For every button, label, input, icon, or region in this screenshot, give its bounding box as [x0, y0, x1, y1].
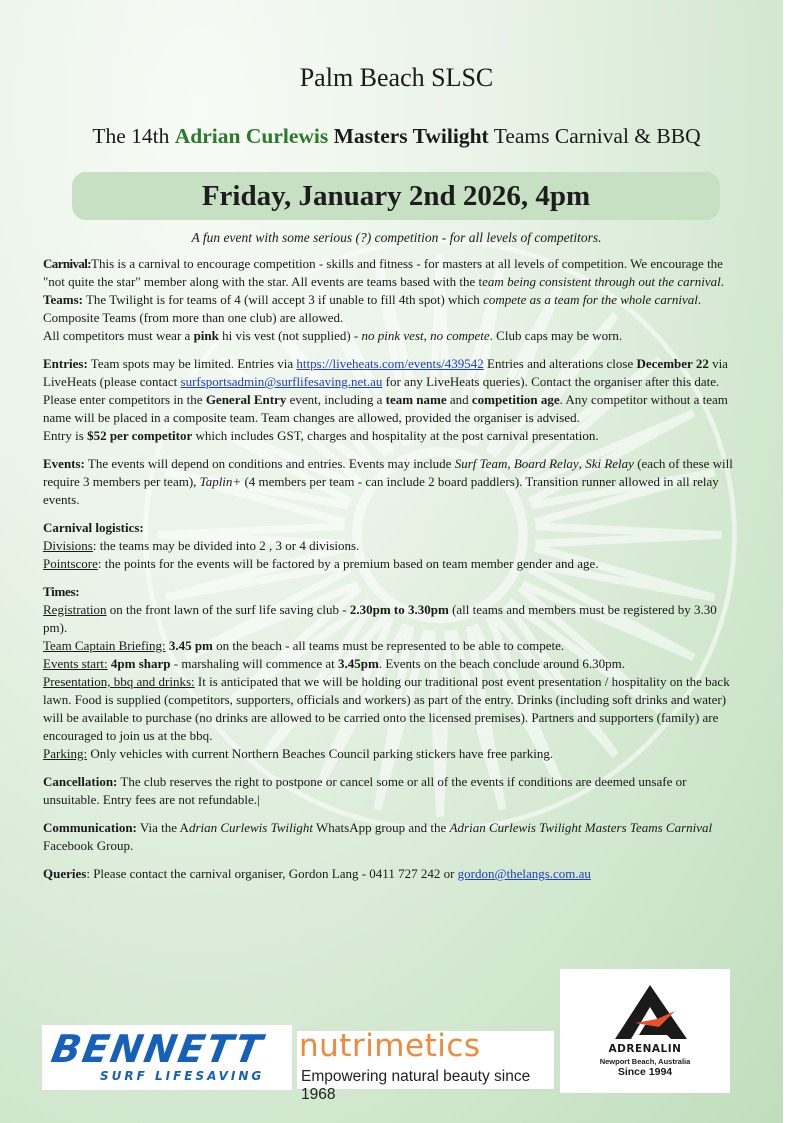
adrenalin-since: Since 1994 [617, 1066, 673, 1078]
adrenalin-a-icon [605, 983, 695, 1043]
marshal-time: 3.45pm [338, 656, 379, 671]
event-board-relay: Board Relay [513, 456, 579, 471]
vest-text: All competitors must wear a [43, 328, 194, 343]
whatsapp-group: drian Curlewis Twilight [188, 820, 313, 835]
entries-text7: . Any competitor without a team name will be placed in a composite team. Team changes are allowed, provided the organiser is advised. [43, 392, 728, 425]
events-section [43, 455, 743, 509]
events-text: The events will depend on conditions and entries. Events may include [87, 456, 455, 471]
competition-age-term: competition age [471, 392, 560, 407]
briefing-label: Team Captain Briefing: [43, 638, 166, 653]
communication-text3: Facebook Group. [43, 838, 134, 853]
pointscore-label: Pointscore [43, 556, 98, 571]
communication-section [43, 819, 743, 855]
cancellation-section [43, 773, 743, 809]
registration-text: on the front lawn of the surf life saving club - [106, 602, 350, 617]
events-text3: (4 members per team - can include 2 board paddlers). Transition runner allowed in all relay events. [43, 474, 719, 507]
event-subtitle [0, 124, 793, 149]
bennett-subtitle: SURF LIFESAVING [100, 1069, 265, 1083]
entries-text5: event, including a [286, 392, 386, 407]
liveheats-link[interactable]: https://liveheats.com/events/439542 [296, 356, 484, 371]
entries-text3: via LiveHeats (please contact [43, 356, 728, 389]
pointscore-text: : the points for the events will be factored by a premium based on team member gender and age. [97, 556, 599, 571]
adrenalin-wordmark: ADRENALIN [608, 1043, 682, 1055]
times-label: Times: [43, 584, 80, 599]
communication-text2: WhatsApp group and the [312, 820, 450, 835]
briefing-text: on the beach - all teams must be represented to be able to compete. [212, 638, 565, 653]
communication-label: Communication: [43, 820, 137, 835]
times-section [43, 583, 743, 763]
teams-text2: . Composite Teams (from more than one club) are allowed. [43, 292, 702, 325]
entries-text2: Entries and alterations close [483, 356, 637, 371]
carnival-italic: eam being consistent through out the carnival [482, 274, 721, 289]
entries-text: Team spots may be limited. Entries via [90, 356, 297, 371]
carnival-end: . [720, 274, 724, 289]
event-ski-relay: Ski Relay [585, 456, 634, 471]
admin-email-link[interactable]: surfsportsadmin@surflifesaving.net.au [180, 374, 383, 389]
carnival-teams-section [43, 255, 743, 345]
teams-italic: compete as a team for the whole carnival [483, 292, 698, 307]
entries-section [43, 355, 743, 445]
date-banner: Friday, January 2nd 2026, 4pm [72, 172, 720, 220]
event-surf-team: Surf Team [454, 456, 508, 471]
parking-text: Only vehicles with current Northern Beaches Council parking stickers have free parking. [87, 746, 554, 761]
registration-label: Registration [43, 602, 107, 617]
events-start-time: 4pm sharp [107, 656, 171, 671]
events-start-label: Events start: [43, 656, 108, 671]
adrenalin-logo [560, 969, 730, 1093]
sponsor-logos [0, 965, 793, 1105]
parking-label: Parking: [43, 746, 88, 761]
teams-label: Teams: [43, 292, 83, 307]
events-sep2: , [578, 456, 586, 471]
subtitle-suffix: Teams Carnival & BBQ [493, 124, 701, 148]
queries-text: : Please contact the carnival organiser, Gordon Lang - 0411 727 242 or [86, 866, 458, 881]
events-sep1: , [507, 456, 514, 471]
communication-text: Via the A [136, 820, 189, 835]
nutrimetics-wordmark: nutrimetics [299, 1028, 481, 1064]
nutrimetics-logo [297, 1028, 554, 1103]
entry-price: $52 per competitor [87, 428, 193, 443]
carnival-text: This is a carnival to encourage competition - skills and fitness - for masters at all levels of competition. We encourage the "not quite the star" member along with the star. All events are teams based with the t [43, 256, 723, 289]
entries-text9: which includes GST, charges and hospitality at the post carnival presentation. [192, 428, 599, 443]
club-title: Palm Beach SLSC [299, 63, 494, 92]
logistics-section [43, 519, 743, 573]
entries-text8: Entry is [43, 428, 88, 443]
briefing-time: 3.45 pm [165, 638, 213, 653]
subtitle-prefix: The 14th [92, 124, 170, 148]
events-start-text: - marshaling will commence at [170, 656, 339, 671]
queries-section [43, 865, 743, 883]
event-taplin: Taplin+ [199, 474, 242, 489]
presentation-label: Presentation, bbq and drinks: [43, 674, 195, 689]
details-body [43, 255, 743, 893]
cancellation-label: Cancellation: [43, 774, 118, 789]
nutrimetics-slogan: Empowering natural beauty since 1968 [301, 1068, 531, 1103]
logistics-label: Carnival logistics: [43, 520, 144, 535]
bennett-logo [42, 1025, 292, 1090]
vest-italic: no pink vest, no compete [361, 328, 490, 343]
presentation-text: It is anticipated that we will be holding our traditional post event presentation / hospitality on the back lawn. Food is supplied (competitors, supporters, officials and workers) as part of the entry. Drinks (including soft drinks and water) will be available to purchase (no drinks are allowed to be carried onto the licensed premises). Partners and supporters (family) are encouraged to join us at the bbq. [43, 674, 730, 743]
tagline: A fun event with some serious (?) competition - for all levels of competitors. [191, 230, 602, 245]
page-edge [783, 0, 793, 1123]
facebook-group: Adrian Curlewis Twilight Masters Teams Carnival [449, 820, 713, 835]
bennett-wordmark: BENNETT [48, 1027, 268, 1071]
entries-label: Entries: [43, 356, 88, 371]
organiser-email-link[interactable]: gordon@thelangs.com.au [457, 866, 591, 881]
subtitle-name: Adrian Curlewis [174, 124, 329, 148]
subtitle-bold: Masters Twilight [333, 124, 489, 148]
divisions-text: : the teams may be divided into 2 , 3 or 4 divisions. [92, 538, 360, 553]
queries-label: Queries [43, 866, 87, 881]
entries-text4: for any LiveHeats queries). Contact the organiser after this date. Please enter competitors in the [43, 374, 720, 407]
events-text2: (each of these will require 3 members per team), [43, 456, 733, 489]
vest-text-b: hi vis vest (not supplied) - [218, 328, 362, 343]
team-name-term: team name [385, 392, 447, 407]
entries-deadline: December 22 [636, 356, 709, 371]
registration-time: 2.30pm to 3.30pm [349, 602, 449, 617]
cancellation-text: The club reserves the right to postpone or cancel some or all of the events if conditions are deemed unsafe or unsuitable. Entry fees are not refundable.| [43, 774, 687, 807]
entries-text6: and [446, 392, 472, 407]
registration-text2: (all teams and members must be registered by 3.30 pm). [43, 602, 717, 635]
events-label: Events: [43, 456, 85, 471]
vest-text-c: . Club caps may be worn. [489, 328, 623, 343]
divisions-label: Divisions [43, 538, 93, 553]
teams-text: The Twilight is for teams of 4 (will accept 3 if unable to fill 4th spot) which [85, 292, 484, 307]
vest-pink: pink [193, 328, 219, 343]
events-start-text2: . Events on the beach conclude around 6.30pm. [378, 656, 626, 671]
general-entry: General Entry [205, 392, 287, 407]
carnival-label: Carnival: [43, 256, 92, 271]
adrenalin-location: Newport Beach, Australia [599, 1057, 691, 1066]
